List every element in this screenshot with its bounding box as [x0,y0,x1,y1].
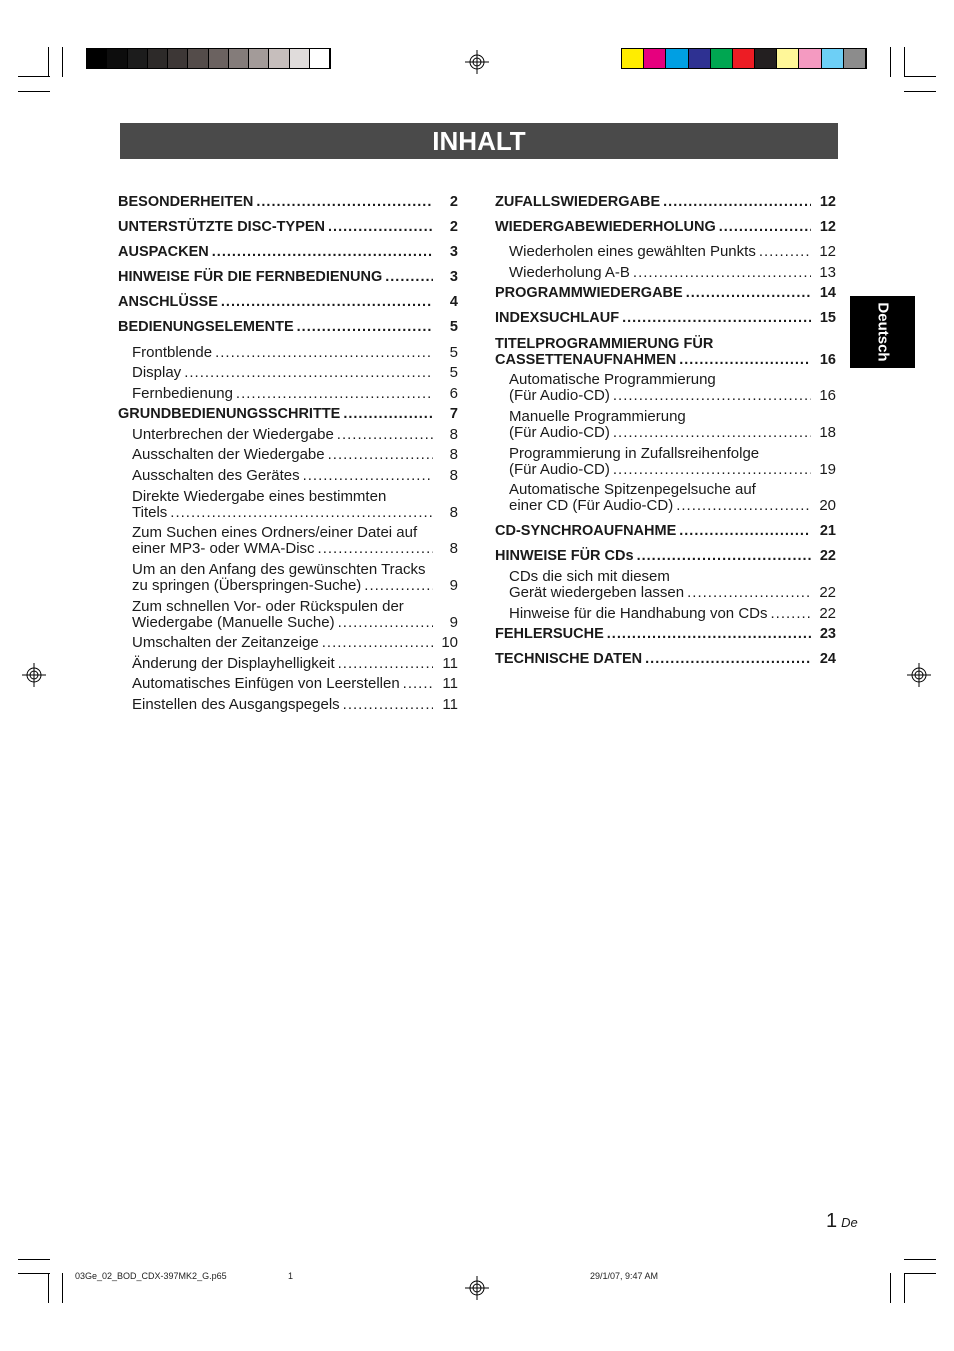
crop-mark [18,91,50,92]
toc-page-number: 24 [819,651,836,667]
toc-page-number: 21 [819,523,836,539]
color-swatch [229,49,249,68]
leader-dots [676,498,811,514]
toc-entry-title: BESONDERHEITEN [118,194,254,210]
color-swatch [799,49,821,68]
toc-entry [118,194,458,210]
color-swatch [269,49,289,68]
toc-entry [495,219,836,235]
leader-dots [184,365,433,381]
toc-entry-title: Zum schnellen Vor- oder Rückspulen der [132,598,404,615]
toc-entry [495,336,836,368]
toc-page-number: 22 [819,548,836,564]
toc-entry [509,409,836,441]
toc-entry-title: Automatische Spitzenpegelsuche auf [509,481,756,498]
toc-entry [495,310,836,326]
toc-page-number: 5 [449,364,458,381]
page-number-value: 1 [826,1210,838,1232]
leader-dots [679,352,811,368]
leader-dots [663,194,811,210]
toc-entry [509,244,836,260]
toc-page-number: 16 [819,352,836,368]
toc-page-number: 16 [819,387,836,404]
color-swatch [188,49,208,68]
leader-dots [613,425,811,441]
registration-mark-icon [22,663,46,687]
toc-entry [132,525,458,557]
leader-dots [403,676,433,692]
toc-page-number: 12 [819,243,836,260]
crop-mark [890,47,891,77]
toc-entry-title: TECHNISCHE DATEN [495,651,643,667]
toc-entry-title: AUSPACKEN [118,244,209,260]
toc-page-number: 9 [449,614,458,631]
crop-mark [890,1273,891,1303]
toc-page-number: 8 [449,540,458,557]
toc-entry-title-continued: einer MP3- oder WMA-Disc [132,540,315,557]
toc-page-number: 15 [819,310,836,326]
toc-entry [495,194,836,210]
leader-dots [759,244,811,260]
toc-page-number: 2 [449,194,458,210]
crop-mark [48,47,49,77]
leader-dots [322,635,433,651]
page-number [826,1210,858,1233]
toc-entry [132,447,458,463]
toc-page-number: 11 [442,696,458,713]
leader-dots [343,406,433,422]
color-swatch [822,49,844,68]
toc-entry-title: ANSCHLÜSSE [118,294,218,310]
toc-page-number: 8 [449,426,458,443]
toc-entry [132,427,458,443]
toc-entry [132,386,458,402]
toc-entry-title: CDs die sich mit diesem [509,568,670,585]
toc-entry-title: HINWEISE FÜR CDs [495,548,634,564]
color-swatch [644,49,666,68]
language-tab-label: Deutsch [874,302,891,362]
leader-dots [338,615,433,631]
toc-entry-title-continued: Gerät wiedergeben lassen [509,584,685,601]
leader-dots [328,219,433,235]
leader-dots [622,310,811,326]
leader-dots [256,194,433,210]
toc-entry-title: Umschalten der Zeitanzeige [132,634,319,651]
toc-entry-title: Automatisches Einfügen von Leerstellen [132,675,400,692]
page-title: INHALT [432,126,526,156]
color-swatch [310,49,330,68]
color-swatch [87,49,107,68]
toc-entry [495,523,836,539]
color-calibration-bar [621,48,867,69]
toc-entry [132,562,458,594]
toc-entry [495,626,836,642]
toc-entry-title: Um an den Anfang des gewünschten Tracks [132,561,426,578]
toc-page-number: 11 [442,655,458,672]
toc-entry-title: Programmierung in Zufallsreihenfolge [509,445,760,462]
toc-entry [495,548,836,564]
color-swatch [209,49,229,68]
toc-entry [509,372,836,404]
toc-entry [118,269,458,285]
toc-entry [132,656,458,672]
toc-entry [118,219,458,235]
toc-entry-title: Ausschalten des Gerätes [132,467,300,484]
leader-dots [212,244,433,260]
toc-entry [132,676,458,692]
crop-mark [48,1273,49,1303]
toc-page-number: 5 [449,319,458,335]
toc-page-number: 22 [819,584,836,601]
toc-entry-title: INDEXSUCHLAUF [495,310,620,326]
toc-entry-title: WIEDERGABEWIEDERHOLUNG [495,219,716,235]
leader-dots [303,468,433,484]
crop-mark [904,76,936,77]
registration-mark-icon [465,50,489,74]
toc-entry-title: Unterbrechen der Wiedergabe [132,426,334,443]
crop-mark [904,91,936,92]
toc-entry [132,635,458,651]
toc-page-number: 14 [819,285,836,301]
toc-entry-title: Frontblende [132,344,213,361]
toc-entry [118,294,458,310]
toc-entry-title: Ausschalten der Wiedergabe [132,446,325,463]
leader-dots [343,697,433,713]
toc-page-number: 12 [819,194,836,210]
toc-entry-title: Hinweise für die Handhabung von CDs [509,605,768,622]
color-swatch [128,49,148,68]
toc-entry-title-continued: CASSETTENAUFNAHMEN [495,352,677,368]
color-swatch [711,49,733,68]
crop-mark [904,47,905,77]
crop-mark [62,47,63,77]
page-language: De [841,1215,858,1230]
toc-entry [495,285,836,301]
toc-entry [118,319,458,335]
toc-entry-title: Direkte Wiedergabe eines bestimmten [132,488,387,505]
toc-entry [509,482,836,514]
toc-page-number: 20 [819,497,836,514]
leader-dots [318,541,433,557]
color-swatch [733,49,755,68]
crop-mark [18,1273,50,1274]
toc-entry-title: Wiederholung A-B [509,264,630,281]
toc-page-number: 6 [449,385,458,402]
toc-entry-title-continued: Titels [132,504,168,521]
toc-page-number: 8 [449,446,458,463]
toc-entry-title-continued: Wiedergabe (Manuelle Suche) [132,614,335,631]
toc-entry-title-continued: einer CD (Für Audio-CD) [509,497,674,514]
color-swatch [844,49,866,68]
color-swatch [777,49,799,68]
toc-page-number: 12 [819,219,836,235]
toc-entry [495,651,836,667]
color-swatch [148,49,168,68]
color-swatch [755,49,777,68]
crop-mark [18,76,50,77]
leader-dots [637,548,811,564]
leader-dots [770,606,811,622]
toc-entry-title: UNTERSTÜTZTE DISC-TYPEN [118,219,326,235]
toc-entry-title-continued: zu springen (Überspringen-Suche) [132,577,362,594]
grayscale-bar [86,48,331,69]
toc-page-number: 7 [449,406,458,422]
color-swatch [689,49,711,68]
toc-page-number: 8 [449,504,458,521]
title-bar [120,123,838,159]
toc-entry [132,489,458,521]
toc-entry [509,446,836,478]
toc-entry-title: Änderung der Displayhelligkeit [132,655,335,672]
language-tab [850,296,915,368]
leader-dots [385,269,433,285]
color-swatch [249,49,269,68]
toc-entry [118,406,458,422]
toc-entry-title: Fernbedienung [132,385,233,402]
footer-datetime: 29/1/07, 9:47 AM [590,1271,659,1281]
toc-entry-title: BEDIENUNGSELEMENTE [118,319,294,335]
color-swatch [107,49,127,68]
toc-entry-title: PROGRAMMWIEDERGABE [495,285,683,301]
toc-page-number: 2 [449,219,458,235]
leader-dots [236,386,433,402]
leader-dots [645,651,811,667]
toc-entry [118,244,458,260]
footer-page: 1 [288,1271,294,1281]
toc-page-number: 19 [819,461,836,478]
toc-entry-title: HINWEISE FÜR DIE FERNBEDIENUNG [118,269,383,285]
leader-dots [338,656,433,672]
crop-mark [62,1273,63,1303]
toc-entry [509,606,836,622]
toc-entry [132,468,458,484]
toc-page-number: 11 [442,675,458,692]
leader-dots [337,427,433,443]
toc-page-number: 3 [449,244,458,260]
toc-entry [509,265,836,281]
leader-dots [328,447,433,463]
toc-entry [132,365,458,381]
toc-page-number: 23 [819,626,836,642]
registration-mark-icon [907,663,931,687]
toc-entry-title: FEHLERSUCHE [495,626,604,642]
leader-dots [297,319,433,335]
crop-mark [904,1259,936,1260]
toc-page-number: 18 [819,424,836,441]
toc-entry-title-continued: (Für Audio-CD) [509,461,610,478]
registration-mark-icon [465,1276,489,1300]
toc-entry-title: Display [132,364,182,381]
toc-page-number: 4 [449,294,458,310]
leader-dots [221,294,433,310]
toc-entry-title: GRUNDBEDIENUNGSSCHRITTE [118,406,341,422]
toc-entry-title: Einstellen des Ausgangspegels [132,696,340,713]
leader-dots [613,462,811,478]
color-swatch [290,49,310,68]
toc-entry-title: Manuelle Programmierung [509,408,686,425]
crop-mark [18,1259,50,1260]
toc-entry-title-continued: (Für Audio-CD) [509,424,610,441]
toc-page-number: 3 [449,269,458,285]
color-swatch [622,49,644,68]
leader-dots [679,523,811,539]
toc-entry-title-continued: (Für Audio-CD) [509,387,610,404]
toc-entry-title: Automatische Programmierung [509,371,716,388]
leader-dots [170,505,433,521]
toc-entry [132,599,458,631]
toc-page-number: 8 [449,467,458,484]
toc-entry-title: Wiederholen eines gewählten Punkts [509,243,756,260]
crop-mark [904,1273,936,1274]
toc-entry-title: ZUFALLSWIEDERGABE [495,194,661,210]
leader-dots [687,585,811,601]
toc-entry-title: CD-SYNCHROAUFNAHME [495,523,677,539]
color-swatch [666,49,688,68]
toc-page-number: 13 [819,264,836,281]
leader-dots [364,578,433,594]
leader-dots [686,285,811,301]
leader-dots [607,626,811,642]
footer-filename: 03Ge_02_BOD_CDX-397MK2_G.p65 [75,1271,227,1281]
color-swatch [168,49,188,68]
toc-entry-title: Zum Suchen eines Ordners/einer Datei auf [132,524,418,541]
toc-page-number: 22 [819,605,836,622]
leader-dots [613,388,811,404]
toc-entry [132,697,458,713]
crop-mark [904,1273,905,1303]
leader-dots [633,265,811,281]
leader-dots [215,345,433,361]
toc-entry-title: TITELPROGRAMMIERUNG FÜR [495,336,714,352]
toc-page-number: 9 [449,577,458,594]
toc-page-number: 10 [441,634,458,651]
leader-dots [719,219,811,235]
toc-page-number: 5 [449,344,458,361]
toc-entry [509,569,836,601]
toc-entry [132,345,458,361]
